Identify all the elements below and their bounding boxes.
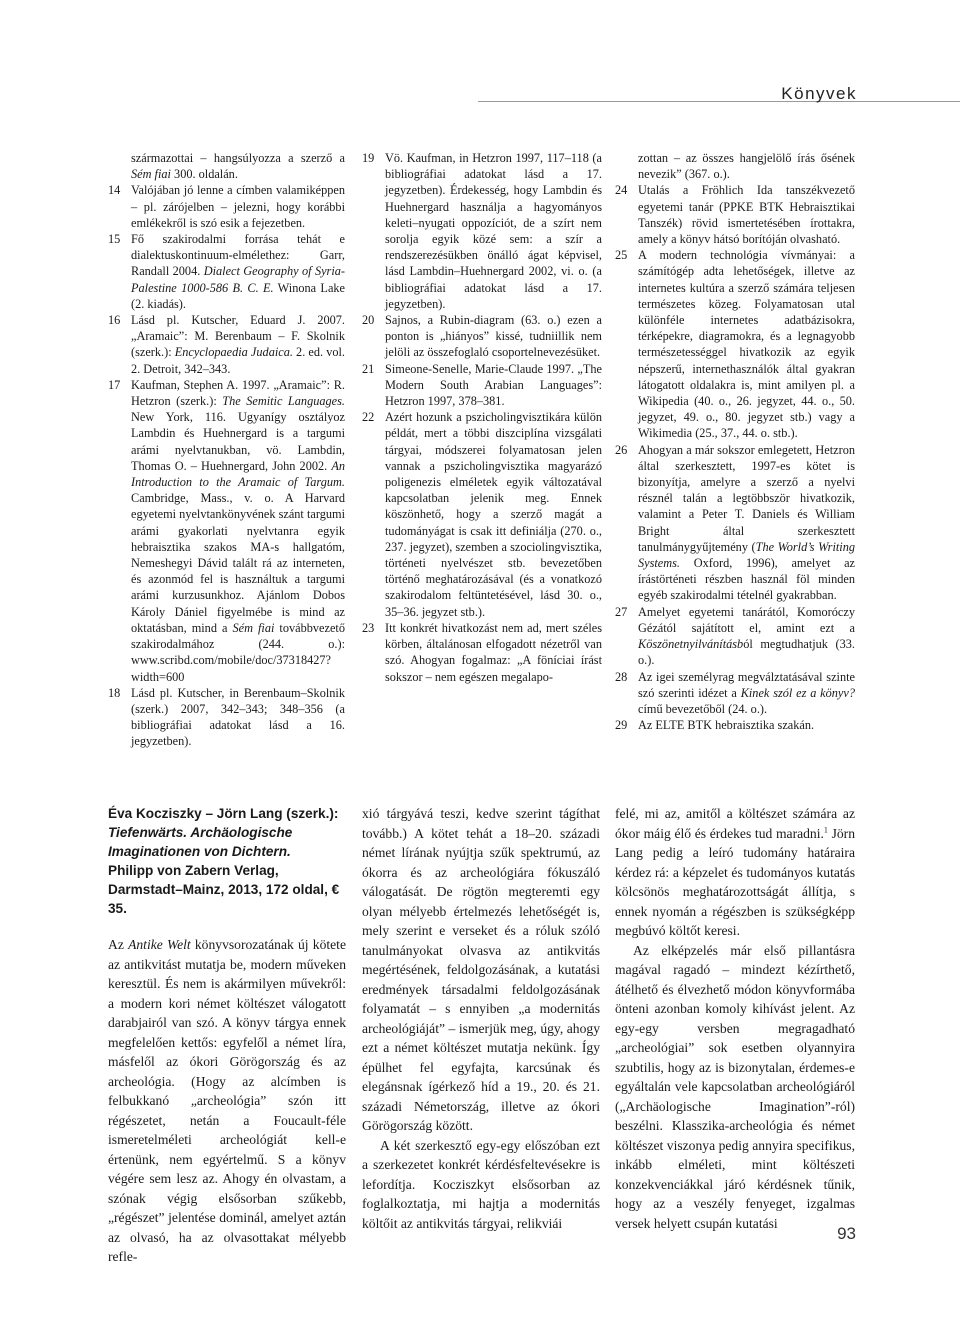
footnote-number: 16	[108, 313, 121, 328]
footnote-number: 14	[108, 183, 121, 198]
review-paragraph: A két szerkesztő egy-egy előszóban ezt a szerkezetet konkrét kérdésfeltevésekre is lefordítja. Kocziszkyt elsősorban az foglalkoztatja, mi hajtja a modernitás költőit az antikvitás tárgyai, relikviái	[362, 1137, 600, 1231]
review-publisher: Philipp von Zabern Verlag, Darmstadt–Mainz, 2013, 172 oldal, € 35.	[108, 863, 340, 916]
footnotes-column-3	[615, 150, 855, 733]
footnote-number: 27	[615, 604, 628, 619]
footnote-number: 15	[108, 232, 121, 247]
footnote-26: 26 Ahogyan a már sokszor emlegetett, Hetzron által szerkesztett, 1997-es kötet is bizonyítja, amelyre a szerző a nyelvi résznél talán a legtöbbször hivatkozik, valamint a Peter T. Daniels és William Bright által szerkesztett tanulmánygyűjtemény (The World’s Writing Systems. Oxford, 1996), amelyet az írástörténeti részben használ föl minden egyéb szakirodalmi tételnél gyakrabban.	[615, 442, 855, 603]
footnote-29	[615, 717, 855, 733]
review-paragraph: Az elképzelés már első pillantásra magával ragadó – mindezt kézírthető, átélhető és élvezhető módon könyvformába önteni azonban komoly kihívást jelent. Az egy-egy versben megragadható „archeológiai” sok esetben olyannyira szubtilis, hogy az is bizonytalan, érdemes-e egyáltalán vele kapcsolatban archeológiáról („Archäologische Imagination”-ról) beszélni. Klasszika-archeológia és német költészet viszonya pedig annyira specifikus, inkább elméleti, mint költészeti konzekvenciákkal járó kérdésnek tűnik, hogy az a veszély fenyeget, izgalmas versek helyett csupán kutatási	[615, 942, 855, 1231]
footnote-number: 18	[108, 685, 121, 700]
section-title: Könyvek	[781, 84, 857, 103]
review-column-2	[362, 804, 600, 1233]
footnote-number: 20	[362, 313, 375, 328]
footnote-text: Simeone-Senelle, Marie-Claude 1997. „The Modern South Arabian Languages”: Hetzron 1997, 378–381.	[385, 361, 602, 409]
footnote-text: Az ELTE BTK hebraisztika szakán.	[638, 718, 815, 733]
review-paragraph: Az Antike Welt könyvsorozatának új kötete az antikvitást mutatja be, modern műveken keresztül. És nem is akármilyen művekről: a modern kori német költészet válogatott darabjairól van szó. A könyv tárgya ennek megfelelően kettős: egyfelől a német líra, másfelől az ókori Görögország és az archeológia. (Hogy az alcímben is felbukkanó „archeológia” szón itt régészetet, netán a Foucault-féle ismeretelméleti archeológiát kell-e értenünk, nem egyértelmű. S a könyv végére sem lesz az. Ahogy én olvastam, a szónak végig elsősorban szűkebb, „régészet” jelentése dominál, amelyet aztán az olvasó, ha az olvasottakat mélyebb refle-	[108, 937, 346, 1264]
footnote-number: 23	[362, 620, 375, 635]
footnote-reference: 1	[823, 824, 828, 834]
footnote-text: A modern technológia vívmányai: a számítógép adta lehetőségek, illetve az internetes kultúra a szerző számára teljesen természetes közeg. Folyamatosan utal különféle internetes adatbázisokra, térképekre, diagramokra, és a legnagyobb természetességgel hivatkozik az egyik népszerű, internethasználók által gyakran látogatott oldalakra is, mint amilyen pl. a Wikipedia (40. o., 26. jegyzet, 44. o., 50. jegyzet, 49. o., 80. jegyzet stb.) vagy a Wikimedia (25., 37., 44. o. stb.).	[638, 248, 855, 441]
footnote-number: 29	[615, 718, 628, 733]
footnote-number: 24	[615, 183, 628, 198]
footnote-17: 17 Kaufman, Stephen A. 1997. „Aramaic”: R. Hetzron (szerk.): The Semitic Languages. New York, 116. Ugyanígy osztályoz Lambdin és Huehnergard is a targumi arámi nyelvtanukban, vö. Lambdin, Thomas O. – Huehnergard, John 2002. An Introduction to the Aramaic of Targum. Cambridge, Mass., v. o. A Harvard egyetemi nyelvtankönyvének szánt targumi arámi gyakorlati nyelvtanra egyik hebraisztika szakos MA-s hallgatóm, Nemeshegyi Dávid talált rá az interneten, és azonmód fel is használtuk a targumi arámi kurzusunkhoz. Ajánlom Dobos Károly Dániel figyelmébe is mind az oktatásban, mind a Sém fiai továbbvezető szakirodalmához (244. o.): www.scribd.com/mobile/doc/37318427?width=600	[108, 377, 345, 684]
footnote-16: 16 Lásd pl. Kutscher, Eduard J. 2007. „Aramaic”: M. Berenbaum – F. Skolnik (szerk.): Encyclopaedia Judaica. 2. ed. vol. 2. Detroit, 342–343.	[108, 313, 345, 376]
footnote-text: Valójában jó lenne a címben valamiképpen – pl. zárójelben – jelezni, hogy korábbi emlékekről is szó esik a fejezetben.	[131, 183, 345, 230]
footnote-number: 28	[615, 669, 628, 684]
review-title: Tiefenwärts. Archäologische Imaginationen von Dichtern.	[108, 825, 293, 859]
footnote-27: 27 Amelyet egyetemi tanárától, Komoróczy Gézától sajátított el, amint ezt a Köszönetnyilvánításból megtudhatjuk (33. o.).	[615, 604, 855, 668]
footnotes-column-1	[108, 150, 345, 750]
footnote-22	[362, 409, 602, 620]
footnote-number: 26	[615, 442, 628, 457]
footnote-25	[615, 247, 855, 441]
footnote-number: 17	[108, 377, 121, 392]
review-heading	[108, 804, 346, 918]
footnote-28: 28 Az igei személyrag megválztatásával szinte szó szerinti idézet a Kinek szól ez a könyv? című bevezetőből (24. o.).	[615, 669, 855, 716]
footnote-text: Lásd pl. Kutscher, in Berenbaum–Skolnik (szerk.) 2007, 342–343; 348–356 (a bibliográfiai adatokat lásd a 16. jegyzetben).	[131, 685, 345, 749]
footnote-text: Sajnos, a Rubin-diagram (63. o.) ezen a ponton is „hiányos” kissé, tudniillik nem jelöli az összefoglaló csoportelnevezésüket.	[385, 313, 602, 360]
footnote-text: Vö. Kaufman, in Hetzron 1997, 117–118 (a bibliográfiai adatokat lásd a 17. jegyzetben). Érdekesség, hogy Lambdin és Huehnergard használja a hagyományos keleti–nyugati oppozíciót, de a szírt nem sorolja egyik közé sem: a szír a rendszerezésükben önálló ágat képvisel, lásd Lambdin–Huehnergard 2002, vi. o. (a bibliográfiai adatokat lásd a 17. jegyzetben).	[385, 151, 602, 311]
footnote-number: 21	[362, 361, 375, 376]
footnote-20	[362, 312, 602, 361]
review-authors: Éva Kocziszky – Jörn Lang (szerk.):	[108, 806, 339, 821]
page-number: 93	[837, 1224, 856, 1243]
footnote-continuation: zottan – az összes hangjelölő írás ősének nevezik” (367. o.).	[638, 151, 855, 182]
header-rule	[478, 101, 960, 102]
footnote-15: 15 Fő szakirodalmi forrása tehát e dialektuskontinuum-elmélethez: Garr, Randall 2004. Dialect Geography of Syria-Palestine 1000-586 B. C. E. Winona Lake (2. kiadás).	[108, 232, 346, 311]
footnote-text: Azért hozunk a pszicholingvisztikára külön példát, mert a többi diszciplína vizsgálati tárgyai, módszerei folyamatosan jelen vannak a pszicholingvisztika magyarázó poligenezis elméletek egyik változatával kapcsolatban jelenik meg. Ennek köszönhető, hogy a szerző magát a tudományágat is csak itt definiálja (270. o., 237. jegyzet), szemben a szociolingvisztika, történeti nyelvészet stb. bevezetőben történő meghatározásával (és a vonatkozó szakirodalom feltüntetésével, lásd 30. o., 35–36. jegyzet stb.).	[385, 410, 602, 619]
footnote-text: Utalás a Fröhlich Ida tanszékvezető egyetemi tanár (PPKE BTK Hebraisztikai Tanszék) rövid ismertetésében írottakra, amely a könyv hátsó borítóján olvasható.	[638, 183, 855, 247]
footnote-18	[108, 685, 345, 750]
footnote-continuation: származottai – hangsúlyozza a szerző a Sém fiai 300. oldalán.	[131, 151, 345, 182]
footnote-24	[615, 182, 855, 247]
review-column-3	[615, 804, 855, 1233]
review-paragraph: xió tárgyává teszi, kedve szerint tágíthat tovább.) A kötet tehát a 18–20. századi német lírának nyújtja szűk spektrumú, az ókorra és az archeológiára fókuszáló válogatását. De rögtön megteremti egy olyan mélyebb értelmezés lehetőségét is, mely szerint e verseket és a róluk szóló tanulmányokat olvasva az antikvitás megértésének, feldolgozásának, a kutatási eredmények társadalmi feldolgozásának folyamatát – s ennyiben „a modernitás archeológiáját” – ismerjük meg, úgy, ahogy ezt a német költészet mutatja nekünk. Így épülhet fel egyfajta, karcsúnak és elegánsnak ígérkező híd a 19., 20. és 21. századi Németország, illetve az ókori Görögország között.	[362, 806, 600, 1133]
footnote-19	[362, 150, 602, 312]
footnote-number: 19	[362, 151, 375, 165]
footnote-21	[362, 361, 602, 410]
footnote-number: 22	[362, 410, 375, 425]
footnote-number: 25	[615, 248, 628, 263]
footnote-14	[108, 182, 345, 231]
footnote-23	[362, 620, 602, 685]
footnote-text: Itt konkrét hivatkozást nem ad, mert széles körben, általánosan elfogadott nézetről van szó. Ahogyan fogalmaz: „A föníciai írást sokszor – nem egészen megalapo-	[385, 620, 602, 684]
review-paragraph: felé, mi az, amitől a költészet számára az ókor máig élő és érdekes tud maradni.$^1$ Jörn Lang pedig a leíró tudomány határaira kérdez rá: a képzelet és tudományos kutatás kölcsönös meghatározottságát állítja, s ennek nyomán a régészben is szükségképp megbúvó költőt keresi.	[615, 806, 855, 938]
review-column-1	[108, 804, 346, 1267]
footnotes-column-2	[362, 150, 602, 685]
